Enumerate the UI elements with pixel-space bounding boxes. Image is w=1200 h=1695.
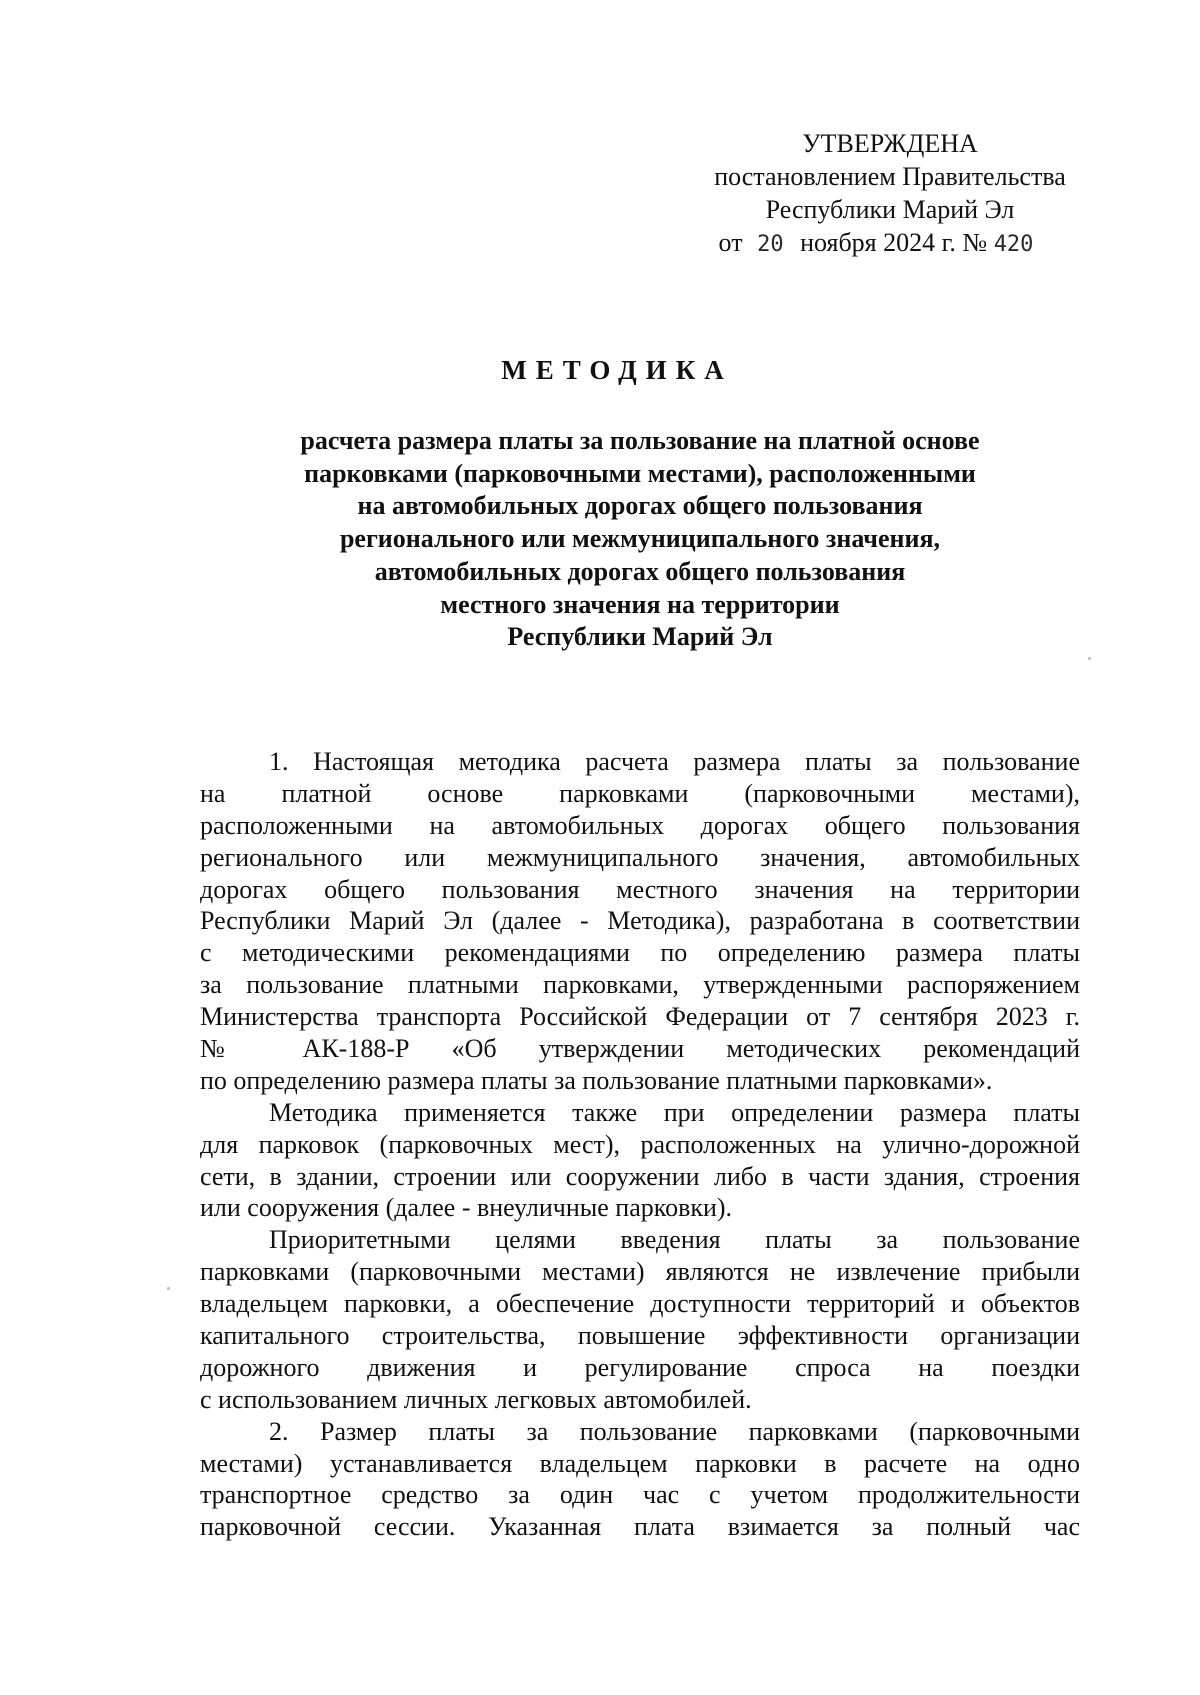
paragraph-line: № АК-188-Р «Об утверждении методических рекомендаций: [200, 1034, 1080, 1064]
date-day: 20: [757, 232, 784, 257]
approval-stamp-block: [690, 127, 1090, 261]
paragraph-line: 2. Размер платы за пользование парковками (парковочными: [269, 1416, 1080, 1446]
paragraph-line: дорогах общего пользования местного значения на территории: [200, 874, 1080, 904]
date-prefix: от: [718, 228, 743, 257]
paragraph: [200, 1097, 1080, 1225]
subtitle-line: на автомобильных дорогах общего пользования: [357, 491, 923, 521]
paragraph-line: с использованием личных легковых автомобилей.: [200, 1384, 752, 1414]
paragraph-line: владельцем парковки, а обеспечение доступности территорий и объектов: [200, 1289, 1080, 1319]
paragraph-line: Республики Марий Эл (далее - Методика), разработана в соответствии: [200, 906, 1080, 936]
paragraph-line: для парковок (парковочных мест), расположенных на улично-дорожной: [200, 1129, 1080, 1159]
paragraph-line: сети, в здании, строении или сооружении либо в части здания, строения: [200, 1161, 1080, 1191]
paragraph-line: капитального строительства, повышение эффективности организации: [200, 1321, 1080, 1351]
paragraph-line: транспортное средство за один час с учетом продолжительности: [200, 1480, 1080, 1510]
scan-artifact: [1088, 657, 1091, 660]
paragraph: [200, 746, 1080, 1097]
paragraph-line: регионального или межмуниципального значения, автомобильных: [200, 842, 1080, 872]
subtitle-line: автомобильных дорогах общего пользования: [374, 556, 906, 586]
paragraph: [200, 1224, 1080, 1415]
paragraph-line: местами) устанавливается владельцем парковки в расчете на одно: [200, 1448, 1080, 1478]
approval-heading: УТВЕРЖДЕНА: [802, 129, 978, 158]
subtitle-line: местного значения на территории: [440, 589, 840, 619]
document-subtitle: [200, 425, 1080, 654]
document-body: [200, 746, 1080, 1543]
subtitle-line: расчета размера платы за пользование на платной основе: [300, 426, 980, 455]
scan-artifact: [167, 1287, 170, 1290]
paragraph-line: с методическими рекомендациями по определению размера платы: [200, 938, 1080, 968]
paragraph-line: 1. Настоящая методика расчета размера платы за пользование: [269, 747, 1080, 776]
paragraph-line: парковочной сессии. Указанная плата взимается за полный час: [200, 1512, 1080, 1542]
paragraph: [200, 1416, 1080, 1544]
paragraph-line: Министерства транспорта Российской Федерации от 7 сентября 2023 г.: [200, 1002, 1080, 1032]
paragraph-line: или сооружения (далее - внеуличные парковки).: [200, 1193, 733, 1223]
paragraph-line: на платной основе парковками (парковочными местами),: [200, 778, 1080, 808]
date-rest: ноября 2024 г. №: [800, 228, 988, 257]
document-title: МЕТОДИКА: [501, 355, 733, 385]
paragraph-line: дорожного движения и регулирование спроса на поездки: [200, 1352, 1080, 1382]
document-number: 420: [993, 232, 1034, 257]
approval-authority: постановлением Правительства: [714, 162, 1066, 191]
paragraph-line: парковками (парковочными местами) являются не извлечение прибыли: [200, 1257, 1080, 1287]
subtitle-line: Республики Марий Эл: [507, 622, 773, 652]
paragraph-line: за пользование платными парковками, утвержденными распоряжением: [200, 970, 1080, 1000]
paragraph-line: Приоритетными целями введения платы за пользование: [269, 1225, 1080, 1255]
subtitle-line: парковками (парковочными местами), расположенными: [304, 458, 976, 488]
paragraph-line: по определению размера платы за пользование платными парковками».: [200, 1065, 993, 1095]
approval-date-line: [676, 226, 1076, 261]
approval-region: Республики Марий Эл: [765, 195, 1015, 224]
paragraph-line: расположенными на автомобильных дорогах общего пользования: [200, 810, 1080, 840]
subtitle-line: регионального или межмуниципального значения,: [339, 524, 941, 554]
paragraph-line: Методика применяется также при определении размера платы: [269, 1097, 1080, 1127]
